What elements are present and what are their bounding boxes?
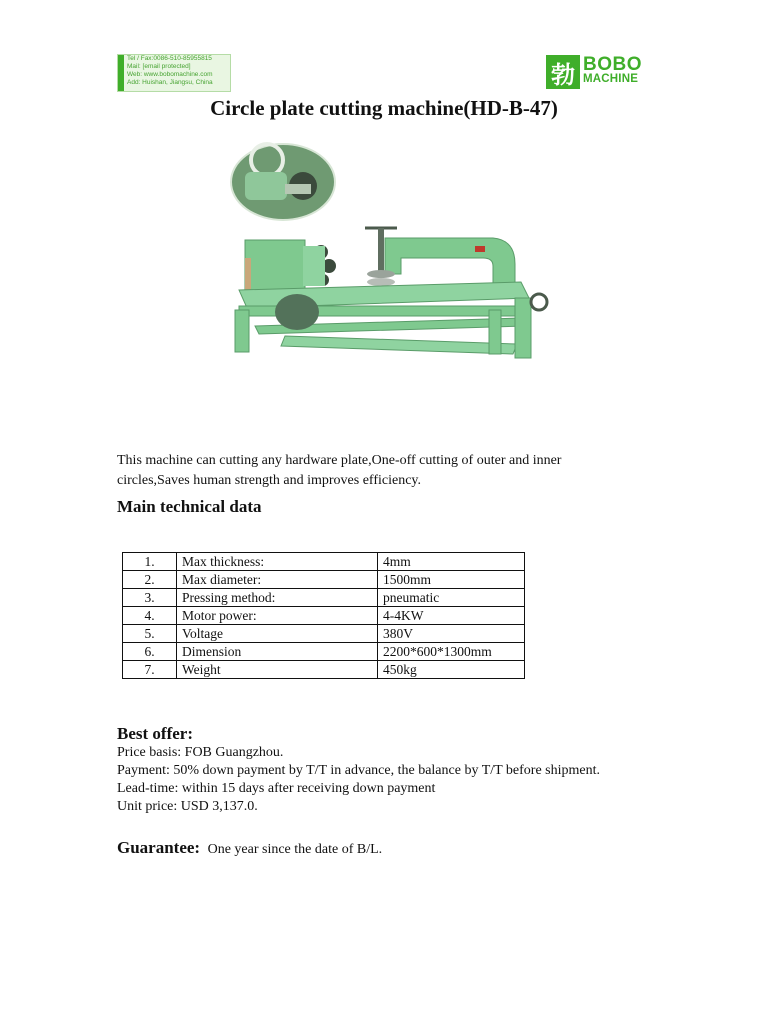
- intro-line: This machine can cutting any hardware plate,One-off cutting of outer and inner: [117, 453, 562, 468]
- logo-mark-icon: 勃: [546, 55, 580, 89]
- table-row: [123, 625, 525, 643]
- row-number: 2.: [123, 571, 177, 589]
- contact-line: Tel / Fax:0086-510-85955815: [127, 55, 212, 62]
- parameter-value: 4mm: [378, 553, 525, 571]
- technical-data-table: [122, 552, 525, 679]
- table-row: [123, 661, 525, 679]
- contact-line: Add: Huishan, Jiangsu, China: [127, 79, 213, 86]
- unit-price: Unit price: USD 3,137.0.: [117, 799, 258, 814]
- row-number: 3.: [123, 589, 177, 607]
- end-handwheel-icon: [531, 294, 547, 310]
- parameter-value: 2200*600*1300mm: [378, 643, 525, 661]
- row-number: 4.: [123, 607, 177, 625]
- offer-details: [117, 744, 677, 816]
- contact-line: Mail: [email protected]: [127, 63, 191, 70]
- bobo-machine-logo: [546, 54, 652, 90]
- table-row: [123, 571, 525, 589]
- parameter-name: Dimension: [177, 643, 378, 661]
- table-row: [123, 553, 525, 571]
- row-number: 5.: [123, 625, 177, 643]
- parameter-value: 1500mm: [378, 571, 525, 589]
- parameter-name: Max thickness:: [177, 553, 378, 571]
- technical-data-rows: [123, 553, 525, 679]
- parameter-name: Pressing method:: [177, 589, 378, 607]
- row-number: 1.: [123, 553, 177, 571]
- contact-line: Web: www.bobomachine.com: [127, 71, 213, 78]
- technical-data-heading: Main technical data: [117, 497, 262, 516]
- contact-info-strip: [117, 54, 231, 92]
- price-basis: Price basis: FOB Guangzhou.: [117, 745, 284, 760]
- parameter-value: 380V: [378, 625, 525, 643]
- table-row: [123, 589, 525, 607]
- row-number: 6.: [123, 643, 177, 661]
- page-title: Circle plate cutting machine(HD-B-47): [210, 96, 558, 120]
- parameter-name: Voltage: [177, 625, 378, 643]
- table-row: [123, 643, 525, 661]
- parameter-value: 4-4KW: [378, 607, 525, 625]
- best-offer-heading: Best offer:: [117, 724, 193, 743]
- table-row: [123, 607, 525, 625]
- guarantee-label: Guarantee:: [117, 838, 201, 857]
- parameter-name: Max diameter:: [177, 571, 378, 589]
- intro-line: circles,Saves human strength and improves efficiency.: [117, 473, 422, 488]
- intro-paragraph: [117, 451, 637, 491]
- parameter-value: 450kg: [378, 661, 525, 679]
- parameter-name: Weight: [177, 661, 378, 679]
- logo-text-bobo: BOBO: [583, 54, 642, 75]
- guarantee-text: One year since the date of B/L.: [207, 842, 383, 857]
- parameter-name: Motor power:: [177, 607, 378, 625]
- row-number: 7.: [123, 661, 177, 679]
- lead-time: Lead-time: within 15 days after receiving down payment: [117, 781, 436, 796]
- parameter-value: pneumatic: [378, 589, 525, 607]
- logo-text-machine: MACHINE: [583, 73, 639, 85]
- machine-photo: [225, 140, 565, 370]
- payment-terms: Payment: 50% down payment by T/T in advance, the balance by T/T before shipment.: [117, 763, 601, 778]
- guarantee-line: [117, 838, 382, 858]
